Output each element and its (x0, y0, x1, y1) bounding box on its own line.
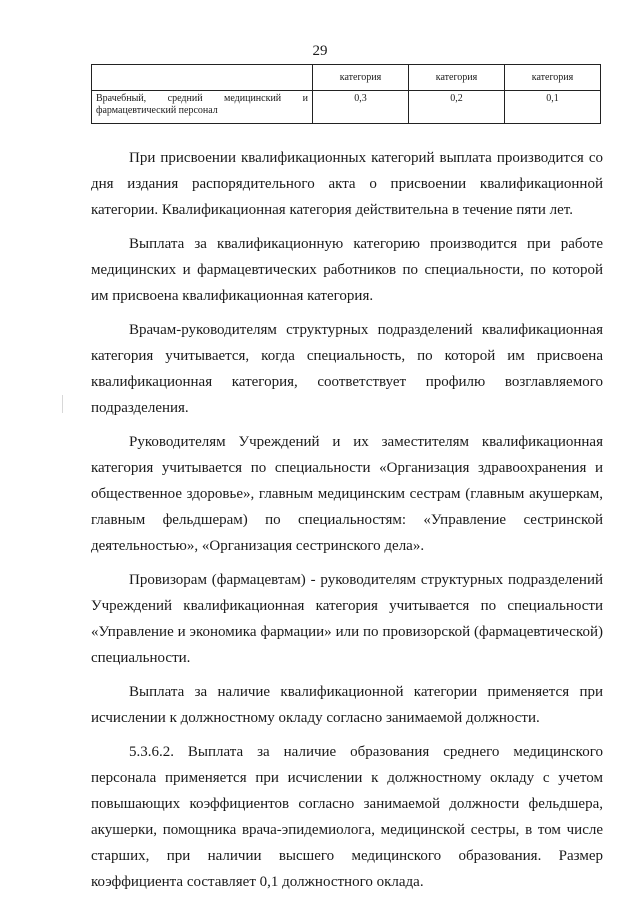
table-row-name-cell (92, 91, 313, 124)
row-name-word: Врачебный, (96, 93, 147, 104)
table-header-cell (92, 65, 313, 91)
paragraph: При присвоении квалификационных категорий выплата производится со дня издания распорядительного акта о присвоении квалификационной категории. Квалификационная категория действительна в течение пяти лет. (91, 150, 603, 218)
paragraph: Врачам-руководителям структурных подразделений квалификационная категория учитывается, когда специальность, по которой им присвоена квалификационная категория, соответствует профилю возглавляемого подразделения. (91, 322, 603, 416)
paragraph: Выплата за наличие квалификационной категории применяется при исчислении к должностному окладу согласно занимаемой должности. (91, 684, 603, 726)
row-name-line1 (96, 93, 308, 105)
table-cell-value: 0,1 (505, 91, 601, 124)
row-name-word: средний (167, 93, 203, 104)
category-table (91, 64, 601, 124)
row-name-line2: фармацевтический персонал (96, 105, 218, 116)
table-cell-value: 0,2 (409, 91, 505, 124)
paragraph: Провизорам (фармацевтам) - руководителям структурных подразделений Учреждений квалификационная категория учитывается по специальности «Управление и экономика фармации» или по провизорской (фармацевтической) специальности. (91, 572, 603, 666)
paragraph: Руководителям Учреждений и их заместителям квалификационная категория учитывается по специальности «Организация здравоохранения и общественное здоровье», главным медицинским сестрам (главным акушеркам, главным фельдшерам) по специальностям: «Управление сестринской деятельностью», «Организация сестринского дела». (91, 434, 603, 554)
table-cell-value: 0,3 (313, 91, 409, 124)
table-row (92, 91, 601, 124)
scan-margin-mark (62, 395, 63, 413)
table-header-row (92, 65, 601, 91)
page-number: 29 (312, 43, 328, 59)
paragraph: 5.3.6.2. Выплата за наличие образования среднего медицинского персонала применяется при исчислении к должностному окладу с учетом повышающих коэффициентов согласно занимаемой должности фельдшера, акушерки, помощника врача-эпидемиолога, медицинской сестры, в том числе старших, при наличии высшего медицинского образования. Размер коэффициента составляет 0,1 должностного оклада. (91, 744, 603, 890)
document-body (91, 145, 603, 895)
paragraph: Выплата за квалификационную категорию производится при работе медицинских и фармацевтических работников по специальности, по которой им присвоена квалификационная категория. (91, 236, 603, 304)
table-header-cell: категория (313, 65, 409, 91)
table-header-cell: категория (505, 65, 601, 91)
row-name-word: медицинский (224, 93, 282, 104)
table-header-cell: категория (409, 65, 505, 91)
row-name-word: и (302, 93, 308, 104)
